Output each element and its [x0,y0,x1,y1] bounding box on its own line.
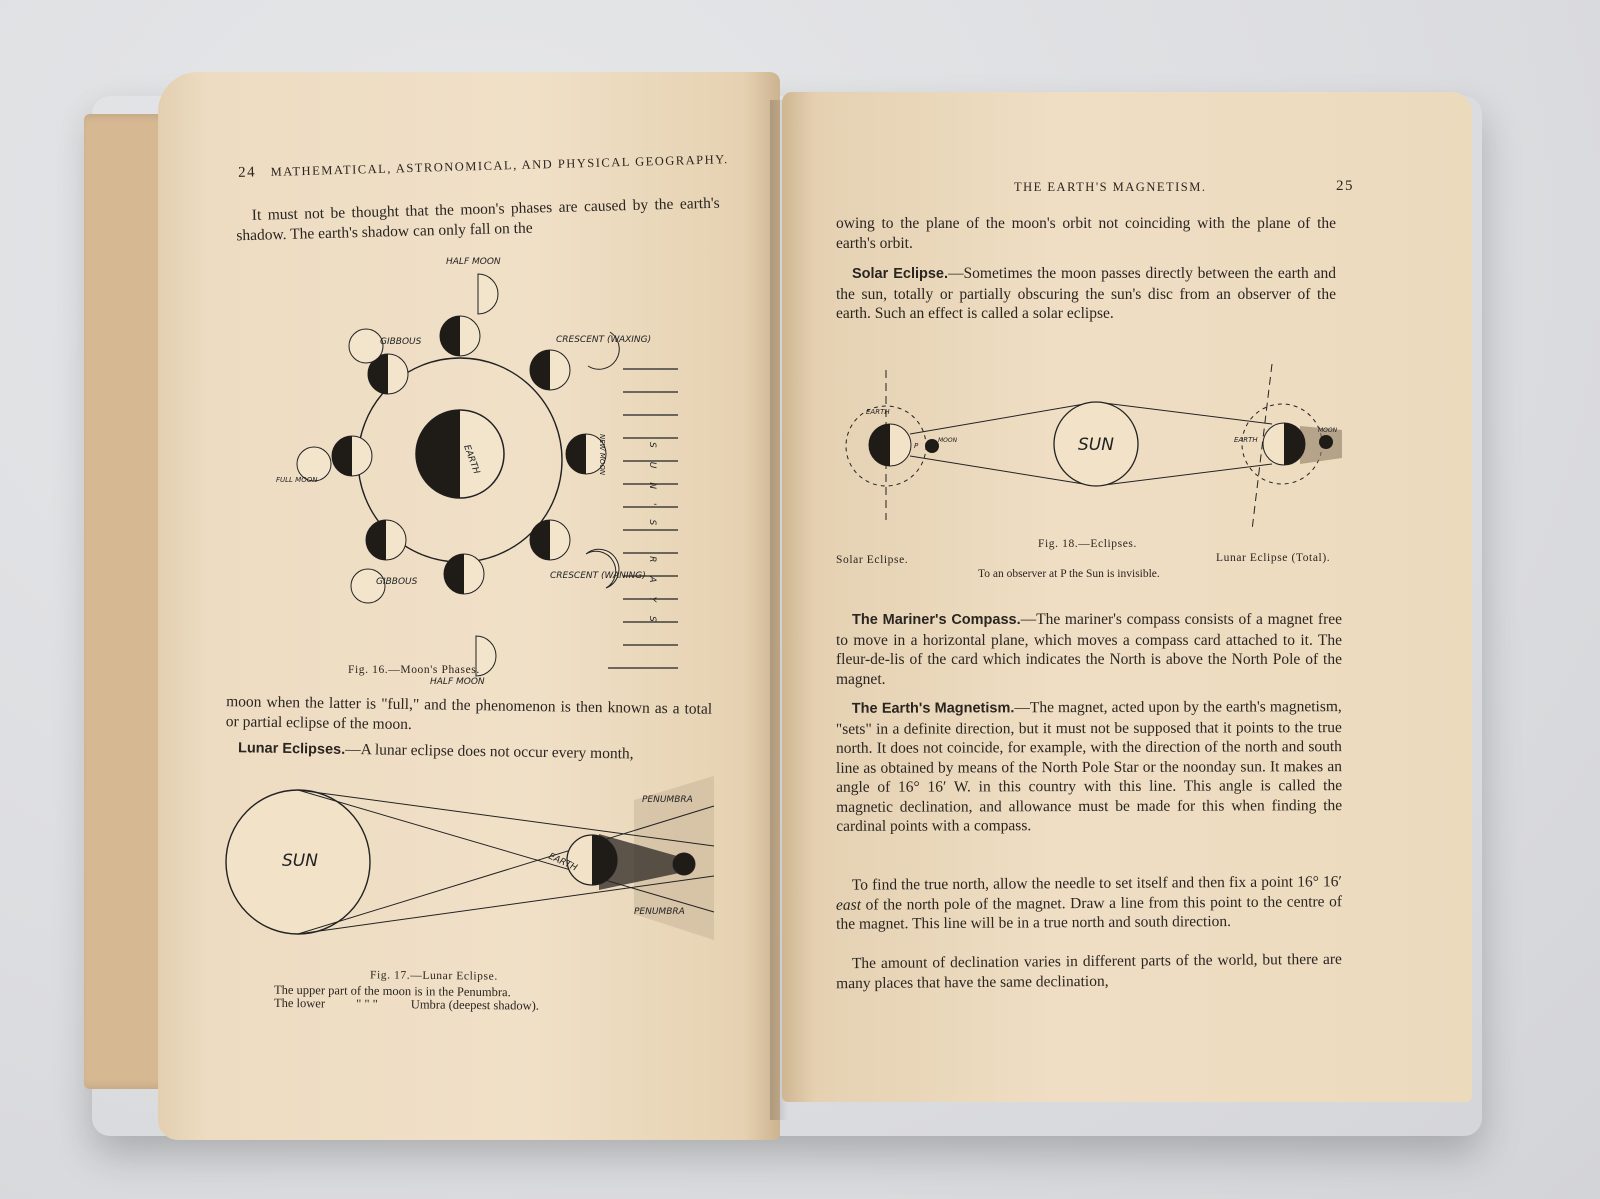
true-north-text-b: of the north pole of the magnet. Draw a line from this point to the centre of the magnet. This line will be in a true north and south direction. [836,892,1343,933]
earth-right-label: EARTH [1234,436,1258,444]
sun-rays-label: SUN'S RAYS [647,442,657,636]
crescent-waning-label: CRESCENT (WANING) [550,571,646,581]
fig17-lunar-eclipse [224,772,714,952]
compass-text: —The mariner's compass consists of a magnet free to move in a horizontal plane, which moves a compass card attached to it. The fleur-de-lis of the card which indicates the North is above the North Pole of the magnet. [836,611,1342,688]
lunar-eclipses-text: —A lunar eclipse does not occur every month, [345,740,634,763]
left-head-text: MATHEMATICAL, ASTRONOMICAL, AND PHYSICAL GEOGRAPHY. [270,152,729,179]
moon-right-disc [1319,435,1333,449]
right-page-number: 25 [1336,178,1354,194]
fig18-left-title: Solar Eclipse. [836,554,909,566]
fig18-caption: Fig. 18.—Eclipses. [1038,538,1137,550]
earth-left-label: EARTH [866,408,890,416]
gibbous-top [349,329,383,363]
fig18-note: To an observer at P the Sun is invisible. [978,568,1160,580]
moon-left-disc [925,439,939,453]
true-north-text-a: To find the true north, allow the needle to set itself and then fix a point 16° 16′ [851,873,1342,894]
half-moon-top [478,274,498,314]
solar-eclipse-heading: Solar Eclipse. [852,266,949,282]
full-moon-label: FULL MOON [276,476,318,484]
fig17-caption: Fig. 17.—Lunar Eclipse. [369,969,498,983]
crescent-waxing-label: CRESCENT (WAXING) [556,335,652,345]
moon-disc-fig17 [673,853,695,875]
sun-label-fig18: SUN [1078,435,1114,455]
left-para-2: moon when the latter is "full," and the phenomenon is then known as a total or partial eclipse of the moon. [225,693,713,733]
moon-left-label: MOON [938,437,958,444]
earth-night-side [416,410,460,498]
half-moon-bottom-label: HALF MOON [430,677,485,687]
fig17-note-2 [274,996,674,1014]
right-para-1: owing to the plane of the moon's orbit not coinciding with the plane of the earth's orbit. [836,215,1336,252]
penumbra-bottom-label: PENUMBRA [634,907,685,917]
true-north-para [836,872,1342,934]
magnetism-para [836,697,1342,836]
fig18-right-title: Lunar Eclipse (Total). [1216,552,1331,564]
fig18-eclipses [842,360,1342,540]
earth-left-shadow [869,424,890,466]
compass-heading: The Mariner's Compass. [852,612,1021,628]
true-north-emphasis: east [835,896,862,914]
left-page [158,72,780,1140]
declination-para: The amount of declination varies in different parts of the world, but there are many places that have the same declination, [836,950,1342,992]
left-running-head [238,151,729,182]
half-moon-top-label: HALF MOON [446,257,501,267]
lunar-eclipses-para [238,738,718,766]
earth-label-fig17: EARTH [546,851,579,874]
new-moon-label: NEW MOON [598,434,606,476]
fig17-note-2c: Umbra (deepest shadow). [410,997,540,1013]
fig16-moon-phases [276,242,678,687]
magnetism-heading: The Earth's Magnetism. [851,700,1015,717]
left-page-number: 24 [237,164,257,181]
magnetism-text: —The magnet, acted upon by the earth's magnetism, "sets" in a definite direction, but it must not be supposed that it points to the true north. It does not coincide, for example, with the direction of the north and south line as obtained by means of the North Pole Star or the noonday sun. It makes an angle of 16° 16′ W. in this country with this line. This angle is called the magnetic declination, and allowance must be made for this when finding the cardinal points with a compass. [835,698,1343,835]
penumbra-top-label: PENUMBRA [642,795,693,805]
fig16-caption: Fig. 16.—Moon's Phases. [348,664,480,676]
fig17-note-1: The upper part of the moon is in the Penumbra. [273,982,511,1000]
right-page [782,92,1472,1102]
fig17-note-2b: " " " [356,996,378,1011]
fig17-note-2a: The lower [273,995,326,1011]
lunar-eclipses-heading: Lunar Eclipses. [237,740,346,758]
point-p-label: P [914,442,919,450]
left-para-1: It must not be thought that the moon's phases are caused by the earth's shadow. The earth's shadow can only fall on the [236,194,720,244]
sun-rays-arrows [608,369,678,668]
crescent-waning [586,549,619,588]
moon-right-label: MOON [1318,427,1338,434]
compass-para [836,610,1342,689]
solar-eclipse-para [836,264,1336,324]
gibbous-bottom-label: GIBBOUS [376,577,418,587]
sun-label: SUN [282,851,318,871]
gibbous-top-label: GIBBOUS [380,337,422,347]
solar-eclipse-text: —Sometimes the moon passes directly between the earth and the sun, totally or partially obscuring the sun's disc from an observer of the earth. Such an effect is called a solar eclipse. [836,265,1336,322]
right-running-head: THE EARTH'S MAGNETISM. [1014,180,1207,194]
earth-label: EARTH [461,443,481,476]
